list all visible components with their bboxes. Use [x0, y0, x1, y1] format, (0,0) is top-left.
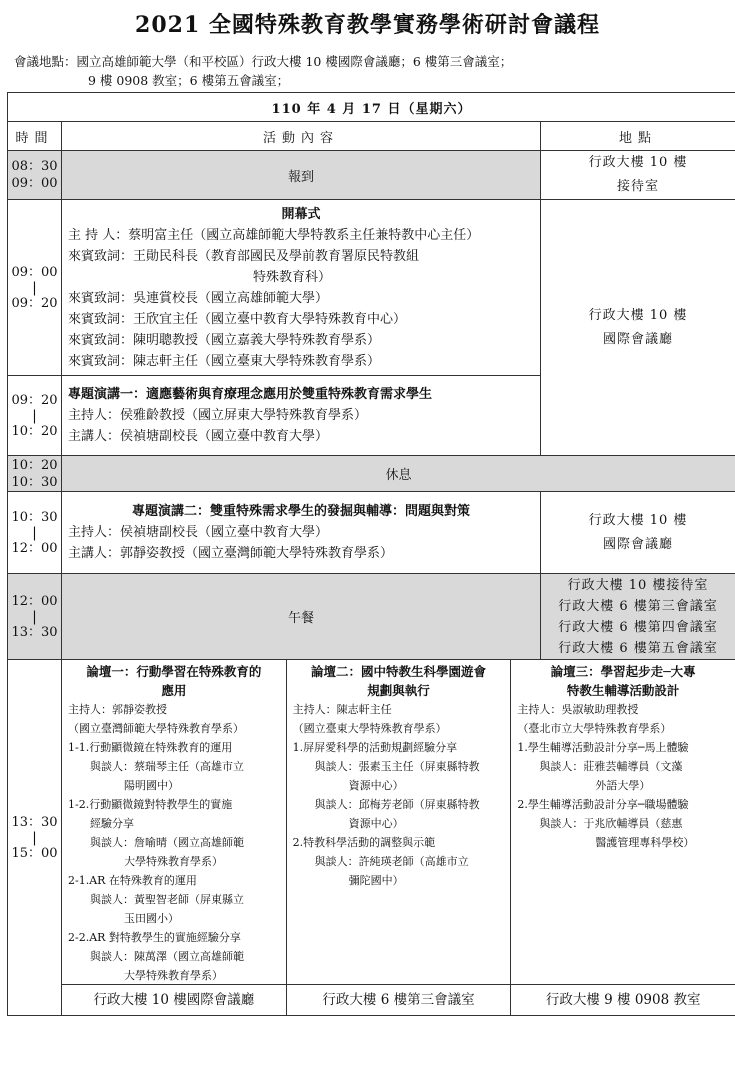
forum-1-panelist-cont: 大學特殊教育學系）	[124, 969, 223, 982]
opening-line: 來賓致詞：吳連賞校長（國立高雄師範大學）	[68, 290, 329, 306]
forum-1-panelist: 與談人：黃聖智老師（屏東縣立	[90, 893, 244, 906]
forum-1-item: 2-2.AR 對特教學生的實施經驗分享	[68, 931, 241, 944]
venue-line-2: 9 樓 0908 教室；6 樓第五會議室；	[88, 73, 290, 88]
break-start: 10：20	[11, 457, 58, 473]
lunch-end: 13：30	[11, 624, 58, 640]
keynote2-activity	[62, 492, 541, 574]
break-activity: 休息	[62, 456, 735, 492]
venue-info	[14, 52, 512, 90]
forum-3-item: 1.學生輔導活動設計分享─馬上體驗	[517, 741, 689, 754]
forum-2-panelist: 與談人：許純瑛老師（高雄市立	[314, 855, 469, 868]
forum-2-panelist-cont: 資源中心）	[348, 779, 404, 792]
keynote1-heading: 專題演講一：適應藝術與育療理念應用於雙重特殊教育需求學生	[68, 387, 433, 402]
keynote1-host: 主持人：侯雅齡教授（國立屏東大學特殊教育學系）	[68, 408, 368, 423]
forum-3-title-cont: 特教生輔導活動設計	[566, 683, 680, 698]
date-label: 110 年 4 月 17 日（星期六）	[8, 93, 735, 122]
lunch-row	[8, 574, 735, 660]
keynote2-speaker: 主講人：郭靜姿教授（國立臺灣師範大學特殊教育學系）	[68, 546, 394, 561]
forum-3-title: 論壇三：學習起步走─大專	[550, 664, 696, 679]
time-range-bar: |	[32, 829, 37, 846]
forum-3-item: 2.學生輔導活動設計分享─職場體驗	[517, 798, 689, 811]
keynote2-location	[541, 492, 735, 574]
forum-3-host: 主持人：吳淑敏助理教授	[517, 703, 639, 716]
lunch-loc: 行政大樓 10 樓接待室	[567, 577, 709, 593]
keynote1-activity	[62, 376, 541, 456]
forum-1-panelist: 與談人：陳萬澤（國立高雄師範	[90, 950, 244, 963]
keynote2-heading: 專題演講二：雙重特殊需求學生的發掘與輔導：問題與對策	[131, 504, 470, 519]
break-time	[8, 456, 62, 492]
time-range-bar: |	[32, 279, 37, 296]
opening-line: 主 持 人：蔡明富主任（國立高雄師範大學特教系主任兼特教中心主任）	[68, 227, 480, 243]
keynote1-end: 10：20	[11, 423, 58, 439]
forum-2-host: 主持人：陳志軒主任	[292, 703, 392, 716]
forum-panels	[62, 660, 735, 984]
opening-row	[8, 200, 735, 376]
forum-2-host-org: （國立臺東大學特殊教育學系）	[292, 722, 447, 735]
keynote2-end: 12：00	[11, 540, 58, 556]
forum-1-panelist: 與談人：蔡瑞琴主任（高雄市立	[90, 760, 244, 773]
forum-3-panelist-cont: 醫護管理專科學校）	[595, 836, 695, 849]
venue-line-1: 會議地點：國立高雄師範大學（和平校區）行政大樓 10 樓國際會議廳；6 樓第三會議室；	[14, 54, 513, 69]
opening-line: 特殊教育科）	[253, 269, 332, 285]
header-row	[8, 122, 735, 151]
checkin-end: 09：00	[11, 176, 58, 191]
keynote2-start: 10：30	[11, 509, 58, 525]
keynote2-loc-2: 國際會議廳	[602, 536, 673, 552]
forum-3-panelist-cont: 外語大學）	[595, 779, 651, 792]
opening-end: 09：20	[11, 295, 58, 311]
keynote2-row	[8, 492, 735, 574]
forum-2	[287, 660, 512, 984]
checkin-start: 08：30	[11, 159, 58, 174]
time-range-bar: |	[32, 524, 37, 541]
forums-row	[8, 660, 735, 1016]
opening-activity	[62, 200, 541, 376]
time-range-bar: |	[32, 608, 37, 625]
forum-2-item: 1.屏屏愛科學的活動規劃經驗分享	[292, 741, 458, 754]
forum-2-panelist-cont: 彌陀國中）	[348, 874, 404, 887]
forum-1-item: 1-1.行動顯微鏡在特殊教育的運用	[68, 741, 233, 754]
lunch-loc: 行政大樓 6 樓第三會議室	[558, 598, 718, 614]
date-row	[8, 93, 735, 122]
keynote1-speaker: 主講人：侯禎塘副校長（國立臺中教育大學）	[68, 429, 329, 444]
opening-line: 來賓致詞：陳志軒主任（國立臺東大學特殊教育學系）	[68, 353, 381, 369]
forums-start: 13：30	[11, 814, 58, 830]
forum-1-title: 論壇一：行動學習在特殊教育的	[86, 664, 262, 679]
keynote2-loc-1: 行政大樓 10 樓	[588, 512, 688, 528]
forum-1-item: 2-1.AR 在特殊教育的運用	[68, 874, 197, 887]
forum-1-item-cont: 經驗分享	[90, 817, 134, 830]
forum-2-title-cont: 規劃與執行	[367, 683, 430, 698]
forum-3-panelist: 與談人：于兆欣輔導員（慈惠	[539, 817, 683, 830]
opening-heading: 開幕式	[281, 206, 321, 222]
forum-1-location: 行政大樓 10 樓國際會議廳	[62, 985, 287, 1015]
forum-2-panelist: 與談人：邱梅芳老師（屏東縣特教	[314, 798, 480, 811]
checkin-loc-1: 行政大樓 10 樓	[588, 155, 688, 170]
keynote1-start: 09：20	[11, 392, 58, 408]
lunch-start: 12：00	[11, 593, 58, 609]
schedule-table	[7, 92, 735, 1016]
forum-2-title: 論壇二：國中特教生科學園遊會	[311, 664, 487, 679]
forum-locations	[62, 984, 735, 1015]
forum-1-panelist-cont: 大學特殊教育學系）	[124, 855, 223, 868]
keynote1-time	[8, 376, 62, 456]
forum-1-title-cont: 應用	[161, 683, 187, 698]
checkin-location	[541, 151, 735, 200]
forum-3-host-org: （臺北市立大學特殊教育學系）	[517, 722, 672, 735]
forum-1-host: 主持人：郭靜姿教授	[68, 703, 167, 716]
forum-2-location: 行政大樓 6 樓第三會議室	[287, 985, 512, 1015]
opening-location	[541, 200, 735, 456]
header-location: 地點	[541, 122, 735, 151]
forum-2-panelist: 與談人：張素玉主任（屏東縣特教	[314, 760, 480, 773]
forum-2-item: 2.特教科學活動的調整與示範	[292, 836, 436, 849]
opening-time	[8, 200, 62, 376]
checkin-time	[8, 151, 62, 200]
opening-line: 來賓致詞：陳明聰教授（國立嘉義大學特殊教育學系）	[68, 332, 381, 348]
keynote2-host: 主持人：侯禎塘副校長（國立臺中教育大學）	[68, 525, 329, 540]
lunch-activity: 午餐	[62, 574, 541, 660]
forum-1-panelist: 與談人：詹喻晴（國立高雄師範	[90, 836, 244, 849]
opening-loc-1: 行政大樓 10 樓	[588, 307, 688, 323]
checkin-activity: 報到	[62, 151, 541, 200]
time-range-bar: |	[32, 407, 37, 424]
opening-line: 來賓致詞：王欣宜主任（國立臺中教育大學特殊教育中心）	[68, 311, 407, 327]
lunch-loc: 行政大樓 6 樓第五會議室	[558, 640, 718, 656]
header-time: 時間	[8, 122, 62, 151]
keynote2-time	[8, 492, 62, 574]
forums-cell	[62, 660, 735, 1016]
forum-3	[511, 660, 735, 984]
opening-loc-2: 國際會議廳	[602, 331, 673, 347]
forums-end: 15：00	[11, 845, 58, 861]
forum-1-panelist-cont: 玉田國小）	[124, 912, 179, 925]
forum-1-item: 1-2.行動顯微鏡對特教學生的實施	[68, 798, 233, 811]
forum-1-panelist-cont: 陽明國中）	[124, 779, 179, 792]
lunch-time	[8, 574, 62, 660]
opening-line: 來賓致詞：王勛民科長（教育部國民及學前教育署原民特教組	[68, 248, 420, 264]
forum-3-panelist: 與談人：莊雅芸輔導員（文藻	[539, 760, 683, 773]
forum-3-location: 行政大樓 9 樓 0908 教室	[545, 992, 701, 1008]
break-end: 10：30	[11, 474, 58, 490]
forums-time	[8, 660, 62, 1016]
opening-start: 09：00	[11, 264, 58, 280]
break-row	[8, 456, 735, 492]
forum-2-panelist-cont: 資源中心）	[348, 817, 404, 830]
page-title: 2021 全國特殊教育教學實務學術研討會議程	[135, 12, 600, 38]
lunch-loc: 行政大樓 6 樓第四會議室	[558, 619, 718, 635]
header-content: 活動內容	[62, 122, 541, 151]
lunch-location	[541, 574, 735, 660]
checkin-loc-2: 接待室	[616, 179, 659, 194]
forum-1-host-org: （國立臺灣師範大學特殊教育學系）	[68, 722, 244, 735]
checkin-row	[8, 151, 735, 200]
forum-1	[62, 660, 287, 984]
